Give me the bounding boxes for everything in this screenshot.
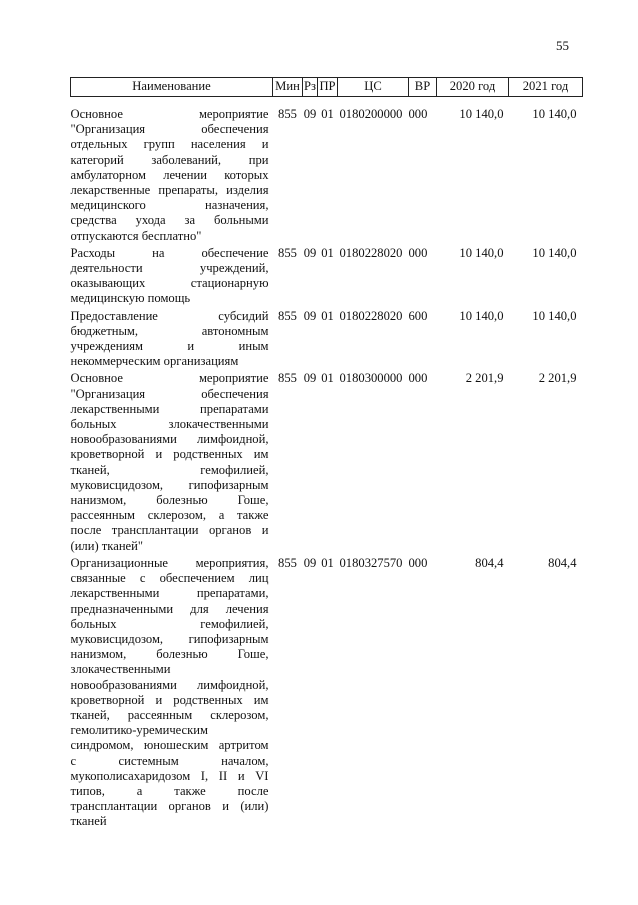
row-name-line: некоммерческим организациям — [70, 354, 239, 369]
row-name-line: муковисцидозом, гипофизарным — [70, 477, 269, 492]
row-name-line: оказывающих стационарную — [70, 276, 269, 291]
header-name: Наименование — [71, 78, 273, 97]
row-pr-cell: 01 — [321, 371, 334, 386]
row-name-line: тканей, рассеянным склерозом, — [70, 707, 269, 722]
row-name-line: Основное мероприятие — [70, 371, 269, 386]
row-name-line: связанные с обеспечением лиц — [70, 571, 269, 586]
row-name-line: новообразованиями лимфоидной, — [70, 432, 269, 447]
row-year-2021-cell: 10 140,0 — [532, 107, 577, 121]
row-year-2021-cell: 10 140,0 — [532, 308, 577, 323]
row-rz-cell: 09 — [303, 555, 317, 570]
page-number: 55 — [556, 38, 569, 53]
row-name-line: "Организация обеспечения — [70, 386, 269, 401]
row-name-line: злокачественными — [70, 662, 171, 677]
row-cs-cell: 0180300000 — [339, 371, 403, 386]
row-vr-cell: 000 — [408, 107, 428, 121]
row-pr-cell: 01 — [321, 555, 334, 570]
table-header-row — [71, 78, 583, 97]
table-row — [71, 97, 583, 246]
row-name-line: тканей, гемофилией, — [70, 462, 269, 477]
table-row — [71, 556, 583, 832]
row-name-line: лекарственными препаратами — [70, 401, 269, 416]
row-vr-cell: 000 — [408, 555, 428, 570]
row-name-line: (или) тканей" — [70, 538, 144, 553]
row-name-line: предназначенными для лечения — [70, 601, 269, 616]
row-rz-cell: 09 — [303, 308, 317, 323]
row-min-cell: 855 — [278, 107, 297, 121]
row-name-cell — [71, 97, 273, 246]
row-name-cell — [71, 556, 273, 832]
row-min-cell: 855 — [278, 371, 297, 386]
row-name-line: лекарственными препаратами, — [70, 586, 269, 601]
row-cs-cell: 0180200000 — [339, 107, 403, 121]
row-name-line: медицинского назначения, — [70, 198, 269, 213]
row-name-line: средства ухода за больными — [70, 213, 269, 228]
header-cs: ЦС — [338, 78, 409, 97]
row-cs-cell: 0180228020 — [339, 245, 403, 260]
row-min-cell: 855 — [278, 308, 297, 323]
row-name-line: типов, а также после — [70, 783, 269, 798]
row-name-line: синдромом, юношеским артритом — [70, 738, 269, 753]
header-year-2020: 2020 год — [437, 78, 509, 97]
row-name-line: Расходы на обеспечение — [70, 245, 269, 260]
row-year-2021-cell: 804,4 — [548, 555, 577, 570]
row-year-2020-cell: 10 140,0 — [459, 308, 504, 323]
row-pr-cell: 01 — [321, 308, 334, 323]
row-min-cell: 855 — [278, 245, 297, 260]
row-rz-cell: 09 — [303, 245, 317, 260]
row-pr-cell: 01 — [321, 245, 334, 260]
row-name-line: Предоставление субсидий — [70, 308, 269, 323]
row-name-line: учреждениям и иным — [70, 339, 269, 354]
row-pr-cell: 01 — [321, 107, 334, 121]
row-name-line: муковисцидозом, гипофизарным — [70, 631, 269, 646]
row-cs-cell: 0180327570 — [339, 555, 403, 570]
row-name-line: кроветворной и родственных им — [70, 692, 269, 707]
row-name-line: нанизмом, болезнью Гоше, — [70, 493, 269, 508]
row-name-line: бюджетным, автономным — [70, 323, 269, 338]
row-cs-cell: 0180228020 — [339, 308, 403, 323]
row-rz-cell: 09 — [303, 371, 317, 386]
header-vr: ВР — [409, 78, 437, 97]
row-name-line: амбулаторном лечении которых — [70, 167, 269, 182]
row-name-line: кроветворной и родственных им — [70, 447, 269, 462]
row-name-line: после трансплантации органов и — [70, 523, 269, 538]
row-name-line: Основное мероприятие — [70, 107, 269, 121]
row-year-2020-cell: 2 201,9 — [465, 371, 504, 386]
row-year-2021-cell: 2 201,9 — [538, 371, 577, 386]
row-year-2020-cell: 804,4 — [475, 555, 504, 570]
header-min: Мин — [273, 78, 303, 97]
row-name-line: с системным началом, — [70, 753, 269, 768]
row-name-line: нанизмом, болезнью Гоше, — [70, 647, 269, 662]
row-year-2020-cell: 10 140,0 — [459, 245, 504, 260]
header-rz: Рз — [303, 78, 318, 97]
table-row — [71, 246, 583, 309]
header-year-2021: 2021 год — [509, 78, 583, 97]
row-name-line: Организационные мероприятия, — [70, 555, 269, 570]
row-name-line: рассеянным склерозом, а также — [70, 508, 269, 523]
row-year-2020-cell: 10 140,0 — [459, 107, 504, 121]
table-row — [71, 371, 583, 555]
row-name-cell — [71, 246, 273, 309]
row-vr-cell: 000 — [408, 371, 428, 386]
row-name-cell — [71, 309, 273, 372]
row-name-cell — [71, 371, 273, 555]
row-name-line: больных гемофилией, — [70, 616, 269, 631]
budget-table — [70, 77, 583, 832]
row-name-line: медицинскую помощь — [70, 291, 191, 306]
row-name-line: "Организация обеспечения — [70, 122, 269, 137]
table-row — [71, 309, 583, 372]
row-name-line: категорий заболеваний, при — [70, 152, 269, 167]
row-vr-cell: 000 — [408, 245, 428, 260]
row-name-line: трансплантации органов и (или) — [70, 799, 269, 814]
row-year-2021-cell: 10 140,0 — [532, 245, 577, 260]
table-body — [71, 97, 583, 832]
row-min-cell: 855 — [278, 555, 297, 570]
row-name-line: лекарственные препараты, изделия — [70, 183, 269, 198]
row-name-line: больных злокачественными — [70, 417, 269, 432]
row-name-line: тканей — [70, 814, 107, 829]
row-name-line: деятельности учреждений, — [70, 261, 269, 276]
header-pr: ПР — [318, 78, 338, 97]
row-name-line: мукополисахаридозом I, II и VI — [70, 768, 269, 783]
row-rz-cell: 09 — [303, 107, 317, 121]
row-name-line: отдельных групп населения и — [70, 137, 269, 152]
row-name-line: гемолитико-уремическим — [70, 723, 208, 738]
row-name-line: отпускаются бесплатно" — [70, 228, 202, 243]
row-name-line: новообразованиями лимфоидной, — [70, 677, 269, 692]
row-vr-cell: 600 — [408, 308, 428, 323]
